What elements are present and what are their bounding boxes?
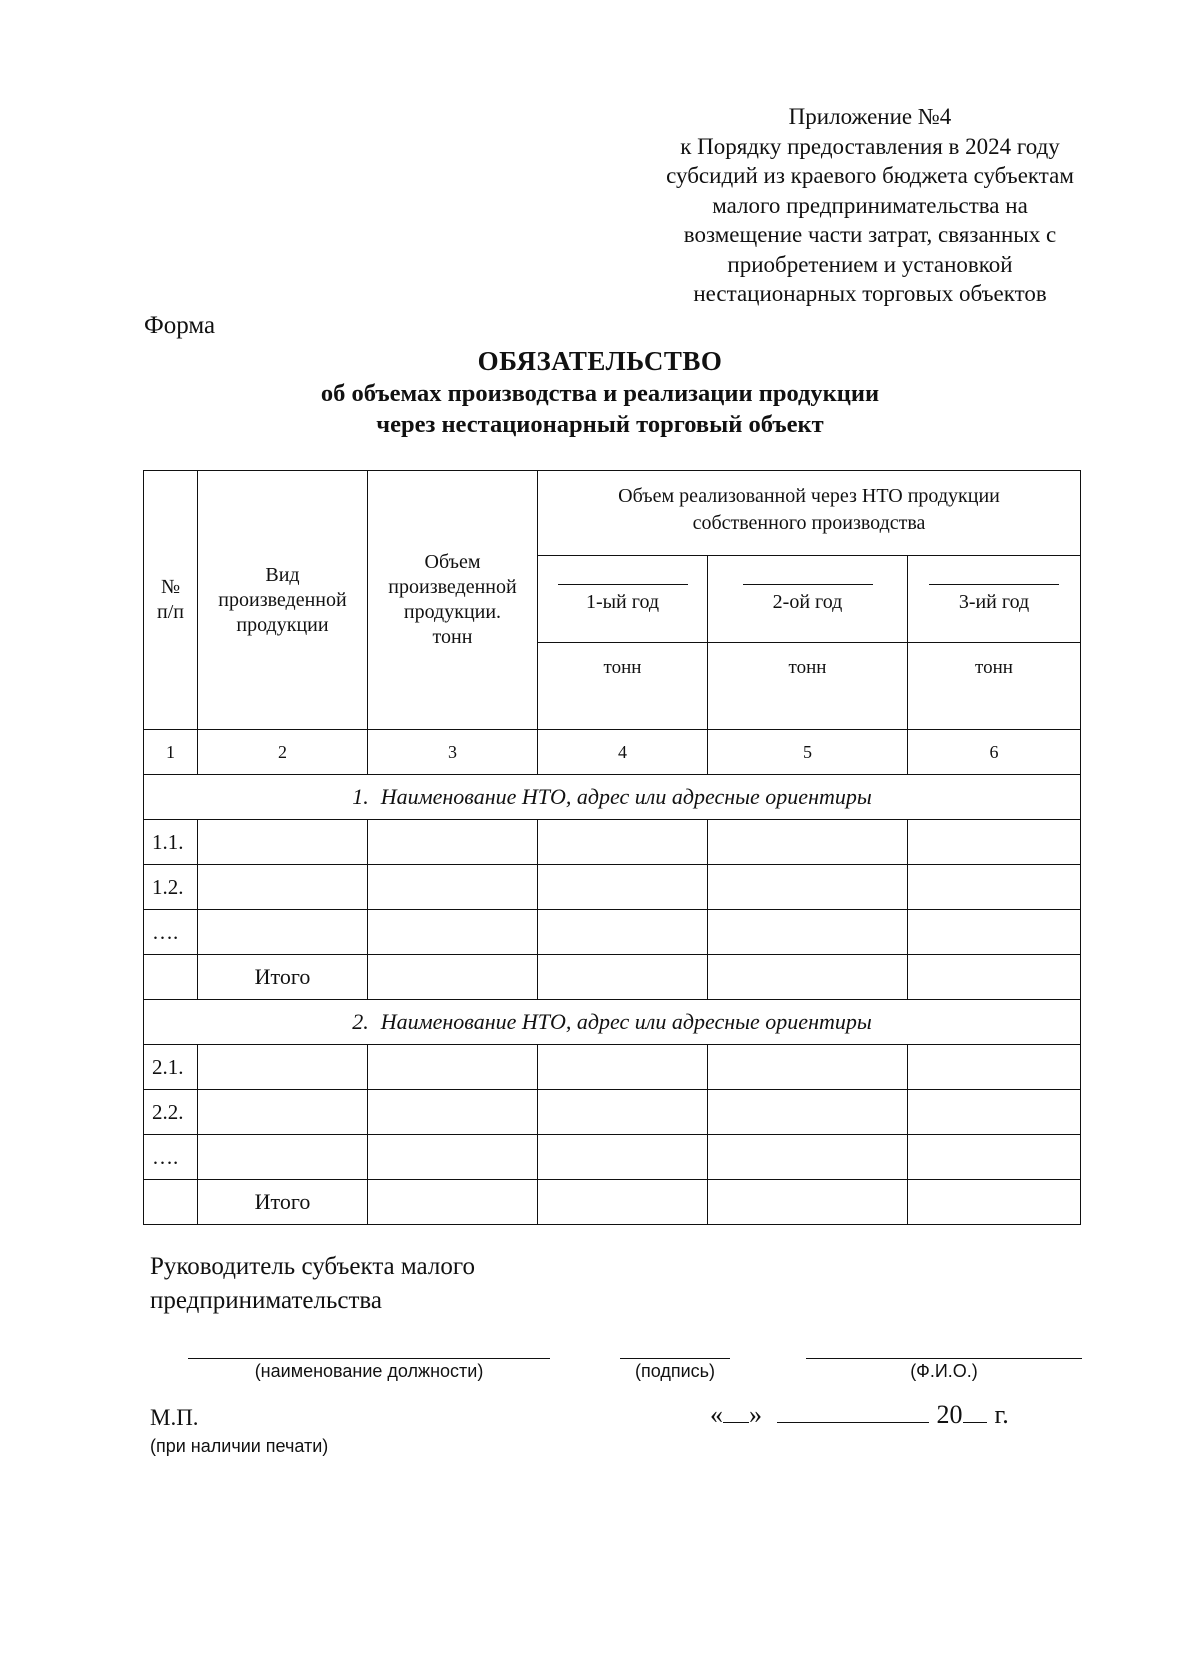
table-row xyxy=(144,820,1081,865)
total-row xyxy=(144,1180,1081,1225)
cell-year-3[interactable] xyxy=(908,1180,1081,1225)
header-kind-line: произведенной xyxy=(218,588,347,611)
header-sold-line: собственного производства xyxy=(692,512,926,534)
cell-year-3[interactable] xyxy=(908,910,1081,955)
cell-year-3[interactable] xyxy=(908,1135,1081,1180)
day-blank[interactable] xyxy=(723,1400,749,1423)
header-produced-volume xyxy=(368,471,538,730)
header-year-2 xyxy=(708,556,908,643)
row-number: …. xyxy=(144,1135,198,1180)
section-title-2 xyxy=(144,1000,1081,1045)
cell-year-3[interactable] xyxy=(908,865,1081,910)
appendix-line: нестационарных торговых объектов xyxy=(693,281,1047,306)
header-kind-line: продукции xyxy=(236,613,329,636)
month-blank[interactable] xyxy=(777,1400,929,1423)
obligation-table xyxy=(143,470,1081,1225)
year-label: 3-ий год xyxy=(958,591,1030,613)
cell-year-1[interactable] xyxy=(538,910,708,955)
title-main: ОБЯЗАТЕЛЬСТВО xyxy=(477,346,723,376)
table-row xyxy=(144,1135,1081,1180)
header-year-1 xyxy=(538,556,708,643)
position-signature-line[interactable] xyxy=(188,1358,550,1359)
signature-caption: (подпись) xyxy=(634,1361,716,1381)
cell-year-3[interactable] xyxy=(908,955,1081,1000)
row-number: 1.2. xyxy=(144,865,198,910)
cell-produced-volume[interactable] xyxy=(368,1180,538,1225)
header-year-3 xyxy=(908,556,1081,643)
appendix-line: возмещение части затрат, связанных с xyxy=(683,222,1057,247)
year-label: 2-ой год xyxy=(772,591,843,613)
year-blank-line xyxy=(929,584,1059,585)
form-label: Форма xyxy=(144,312,216,339)
column-number: 1 xyxy=(144,730,198,775)
cell-product-kind[interactable] xyxy=(198,1045,368,1090)
row-number: 1.1. xyxy=(144,820,198,865)
header-num-line: № xyxy=(160,576,181,598)
cell-year-2[interactable] xyxy=(708,910,908,955)
column-number: 3 xyxy=(368,730,538,775)
cell-year-2[interactable] xyxy=(708,865,908,910)
cell-product-kind[interactable] xyxy=(198,910,368,955)
cell-product-kind[interactable] xyxy=(198,1090,368,1135)
cell-year-2[interactable] xyxy=(708,955,908,1000)
header-num xyxy=(144,471,198,730)
cell-product-kind[interactable] xyxy=(198,865,368,910)
cell-produced-volume[interactable] xyxy=(368,955,538,1000)
year-suffix: г. xyxy=(994,1400,1009,1429)
year-blank[interactable] xyxy=(963,1400,987,1423)
cell-product-kind[interactable] xyxy=(198,820,368,865)
title-subtitle-2: через нестационарный торговый объект xyxy=(376,411,824,438)
appendix-header xyxy=(620,102,1120,309)
date-close-quote: » xyxy=(749,1400,762,1429)
stamp-note: (при наличии печати) xyxy=(150,1436,329,1456)
cell-year-1[interactable] xyxy=(538,1180,708,1225)
column-number: 5 xyxy=(708,730,908,775)
cell-year-1[interactable] xyxy=(538,1090,708,1135)
appendix-line: приобретением и установкой xyxy=(727,251,1013,277)
column-number: 6 xyxy=(908,730,1081,775)
section-title-text: Наименование НТО, адрес или адресные ориентиры xyxy=(380,784,872,809)
cell-year-2[interactable] xyxy=(708,1180,908,1225)
cell-year-1[interactable] xyxy=(538,820,708,865)
stamp-label: М.П. xyxy=(150,1405,199,1430)
total-row xyxy=(144,955,1081,1000)
table-row xyxy=(144,865,1081,910)
header-volume-line: Объем xyxy=(424,551,481,573)
cell-produced-volume[interactable] xyxy=(368,1135,538,1180)
header-volume-line: тонн xyxy=(432,626,473,648)
row-number: 2.2. xyxy=(144,1090,198,1135)
row-number: 2.1. xyxy=(144,1045,198,1090)
section-title-text: Наименование НТО, адрес или адресные ориентиры xyxy=(380,1009,872,1034)
total-label: Итого xyxy=(198,1180,368,1225)
title-subtitle-1: об объемах производства и реализации продукции xyxy=(320,380,880,407)
date-field xyxy=(710,1400,1009,1430)
header-kind-line: Вид xyxy=(265,563,300,586)
document-title xyxy=(200,344,1000,440)
cell-year-2[interactable] xyxy=(708,820,908,865)
unit-year-3: тонн xyxy=(908,643,1081,730)
section-header-row xyxy=(144,1000,1081,1045)
row-number: …. xyxy=(144,910,198,955)
cell-year-2[interactable] xyxy=(708,1090,908,1135)
row-number xyxy=(144,955,198,1000)
year-blank-line xyxy=(743,584,873,585)
cell-year-3[interactable] xyxy=(908,1045,1081,1090)
unit-year-2: тонн xyxy=(708,643,908,730)
header-sold-volume xyxy=(538,471,1081,556)
cell-year-3[interactable] xyxy=(908,1090,1081,1135)
table-row xyxy=(144,1045,1081,1090)
position-caption: (наименование должности) xyxy=(254,1361,484,1381)
table-row xyxy=(144,1090,1081,1135)
year-label: 1-ый год xyxy=(585,591,660,613)
cell-year-1[interactable] xyxy=(538,865,708,910)
row-number xyxy=(144,1180,198,1225)
cell-year-1[interactable] xyxy=(538,1045,708,1090)
signature-line[interactable] xyxy=(620,1358,730,1359)
head-of-entity-label xyxy=(150,1250,475,1318)
cell-year-1[interactable] xyxy=(538,1135,708,1180)
header-num-line: п/п xyxy=(157,601,184,623)
column-number: 2 xyxy=(198,730,368,775)
unit-year-1: тонн xyxy=(538,643,708,730)
column-number-row xyxy=(144,730,1081,775)
cell-produced-volume[interactable] xyxy=(368,865,538,910)
appendix-line: Приложение №4 xyxy=(788,104,952,129)
year-blank-line xyxy=(558,584,688,585)
appendix-line: малого предпринимательства на xyxy=(712,192,1028,218)
section-number: 2. xyxy=(352,1009,369,1034)
cell-product-kind[interactable] xyxy=(198,1135,368,1180)
header-product-kind xyxy=(198,471,368,730)
header-sold-line: Объем реализованной через НТО продукции xyxy=(618,485,1000,507)
cell-produced-volume[interactable] xyxy=(368,910,538,955)
full-name-line[interactable] xyxy=(806,1358,1082,1359)
cell-year-2[interactable] xyxy=(708,1135,908,1180)
cell-produced-volume[interactable] xyxy=(368,1045,538,1090)
cell-year-2[interactable] xyxy=(708,1045,908,1090)
cell-year-1[interactable] xyxy=(538,955,708,1000)
section-title-1 xyxy=(144,775,1081,820)
table-row xyxy=(144,910,1081,955)
date-open-quote: « xyxy=(710,1400,723,1429)
header-volume-line: продукции. xyxy=(403,601,502,623)
cell-produced-volume[interactable] xyxy=(368,1090,538,1135)
appendix-line: к Порядку предоставления в 2024 году xyxy=(680,133,1060,159)
appendix-line: субсидий из краевого бюджета субъектам xyxy=(666,163,1074,188)
total-label: Итого xyxy=(198,955,368,1000)
header-volume-line: произведенной xyxy=(388,576,517,598)
section-number: 1. xyxy=(352,784,369,809)
cell-year-3[interactable] xyxy=(908,820,1081,865)
cell-produced-volume[interactable] xyxy=(368,820,538,865)
section-header-row xyxy=(144,775,1081,820)
column-number: 4 xyxy=(538,730,708,775)
full-name-caption: (Ф.И.О.) xyxy=(910,1361,978,1381)
head-line: Руководитель субъекта малого xyxy=(150,1253,475,1280)
year-prefix: 20 xyxy=(936,1400,963,1429)
head-line: предпринимательства xyxy=(150,1287,382,1314)
